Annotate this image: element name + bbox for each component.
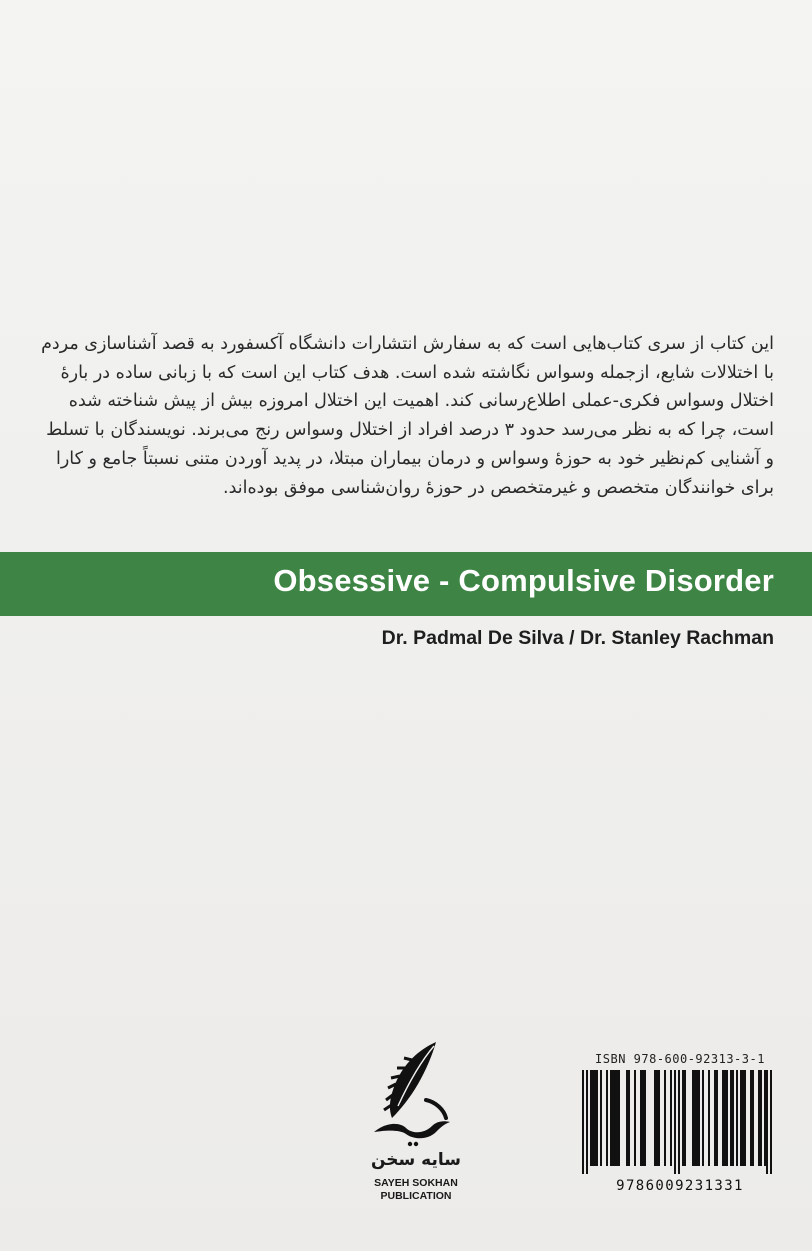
barcode-bar	[592, 1070, 594, 1166]
barcode-bar	[606, 1070, 608, 1166]
barcode-bar	[740, 1070, 742, 1166]
blurb-line: این کتاب از سری کتاب‌هایی است که به سفارش انتشارات دانشگاه آکسفورد به قصد آشناسازی مردم	[41, 334, 774, 354]
barcode-bar	[664, 1070, 666, 1166]
title-band	[0, 552, 812, 616]
blurb-line: اختلال وسواس فکری-عملی اطلاع‌رسانی کند. اهمیت این اختلال امروزه بیش از پیش شناخته شده	[68, 391, 774, 412]
publisher-name-en: SAYEH SOKHAN	[374, 1177, 458, 1189]
barcode-bar	[750, 1070, 752, 1166]
blurb-line: برای خوانندگان متخصص و غیرمتخصص در حوزهٔ روان‌شناسی موفق بوده‌اند.	[223, 477, 774, 498]
publisher-name-fa: سایه سخن	[371, 1150, 461, 1170]
barcode-bar	[694, 1070, 696, 1166]
barcode-bar	[654, 1070, 656, 1166]
barcode-bar	[670, 1070, 672, 1166]
english-title: Obsessive - Compulsive Disorder	[273, 563, 774, 598]
barcode-bar	[696, 1070, 698, 1166]
barcode-bar	[684, 1070, 686, 1166]
barcode-bar	[742, 1070, 744, 1166]
barcode-bar	[736, 1070, 738, 1166]
barcode-bar	[594, 1070, 596, 1166]
authors-line: Dr. Padmal De Silva / Dr. Stanley Rachman	[381, 627, 774, 649]
barcode-bar	[590, 1070, 592, 1166]
barcode-bar	[626, 1070, 628, 1166]
blurb-line: است، چرا که به نظر می‌رسد حدود ۳ درصد افراد از اختلال وسواس رنج می‌برند. نویسندگان با تسلط	[46, 420, 774, 441]
barcode-bar	[752, 1070, 754, 1166]
barcode-bar	[730, 1070, 732, 1166]
barcode-bar	[770, 1070, 772, 1174]
barcode-bar	[732, 1070, 734, 1166]
publisher-name-en-sub: PUBLICATION	[380, 1190, 452, 1202]
barcode-bar	[702, 1070, 704, 1166]
barcode-bar	[726, 1070, 728, 1166]
barcode-bar	[678, 1070, 680, 1174]
barcode-bar	[628, 1070, 630, 1166]
feather-pen-icon	[366, 1040, 466, 1150]
barcode-number: 9786009231331	[616, 1178, 744, 1194]
isbn-label: ISBN 978-600-92313-3-1	[595, 1052, 765, 1066]
barcode-bar	[716, 1070, 718, 1166]
barcode-bar	[596, 1070, 598, 1166]
barcode-bar	[722, 1070, 724, 1166]
barcode-bar	[658, 1070, 660, 1166]
barcode-bar	[616, 1070, 618, 1166]
barcode-bar	[612, 1070, 614, 1166]
barcode-bar	[698, 1070, 700, 1166]
barcode-bar	[586, 1070, 588, 1174]
barcode-bars	[578, 1070, 780, 1174]
barcode-bar	[634, 1070, 636, 1166]
barcode-bar	[760, 1070, 762, 1166]
barcode-bar	[600, 1070, 602, 1166]
barcode-bar	[640, 1070, 642, 1166]
barcode-bar	[682, 1070, 684, 1166]
barcode-bar	[610, 1070, 612, 1166]
publisher-logo	[366, 1040, 466, 1200]
blurb-line: با اختلالات شایع، ازجمله وسواس نگاشته شده است. هدف کتاب این است که با زبانی ساده در بارهٔ	[60, 362, 774, 383]
barcode-bar	[618, 1070, 620, 1166]
blurb-line: و آشنایی کم‌نظیر خود به حوزهٔ وسواس و درمان بیماران مبتلا، در پدید آوردن متنی نسبتاً جامع و کارا	[55, 448, 774, 469]
barcode-bar	[724, 1070, 726, 1166]
barcode-bar	[614, 1070, 616, 1166]
barcode-bar	[582, 1070, 584, 1174]
barcode-bar	[744, 1070, 746, 1166]
barcode-bar	[708, 1070, 710, 1166]
barcode-bar	[692, 1070, 694, 1166]
barcode-bar	[764, 1070, 766, 1166]
barcode-bar	[714, 1070, 716, 1166]
barcode-bar	[644, 1070, 646, 1166]
barcode-bar	[766, 1070, 768, 1174]
barcode-bar	[656, 1070, 658, 1166]
isbn-barcode	[578, 1040, 780, 1210]
barcode-bar	[674, 1070, 676, 1174]
barcode-bar	[642, 1070, 644, 1166]
barcode-bar	[758, 1070, 760, 1166]
blurb-text	[41, 330, 774, 502]
